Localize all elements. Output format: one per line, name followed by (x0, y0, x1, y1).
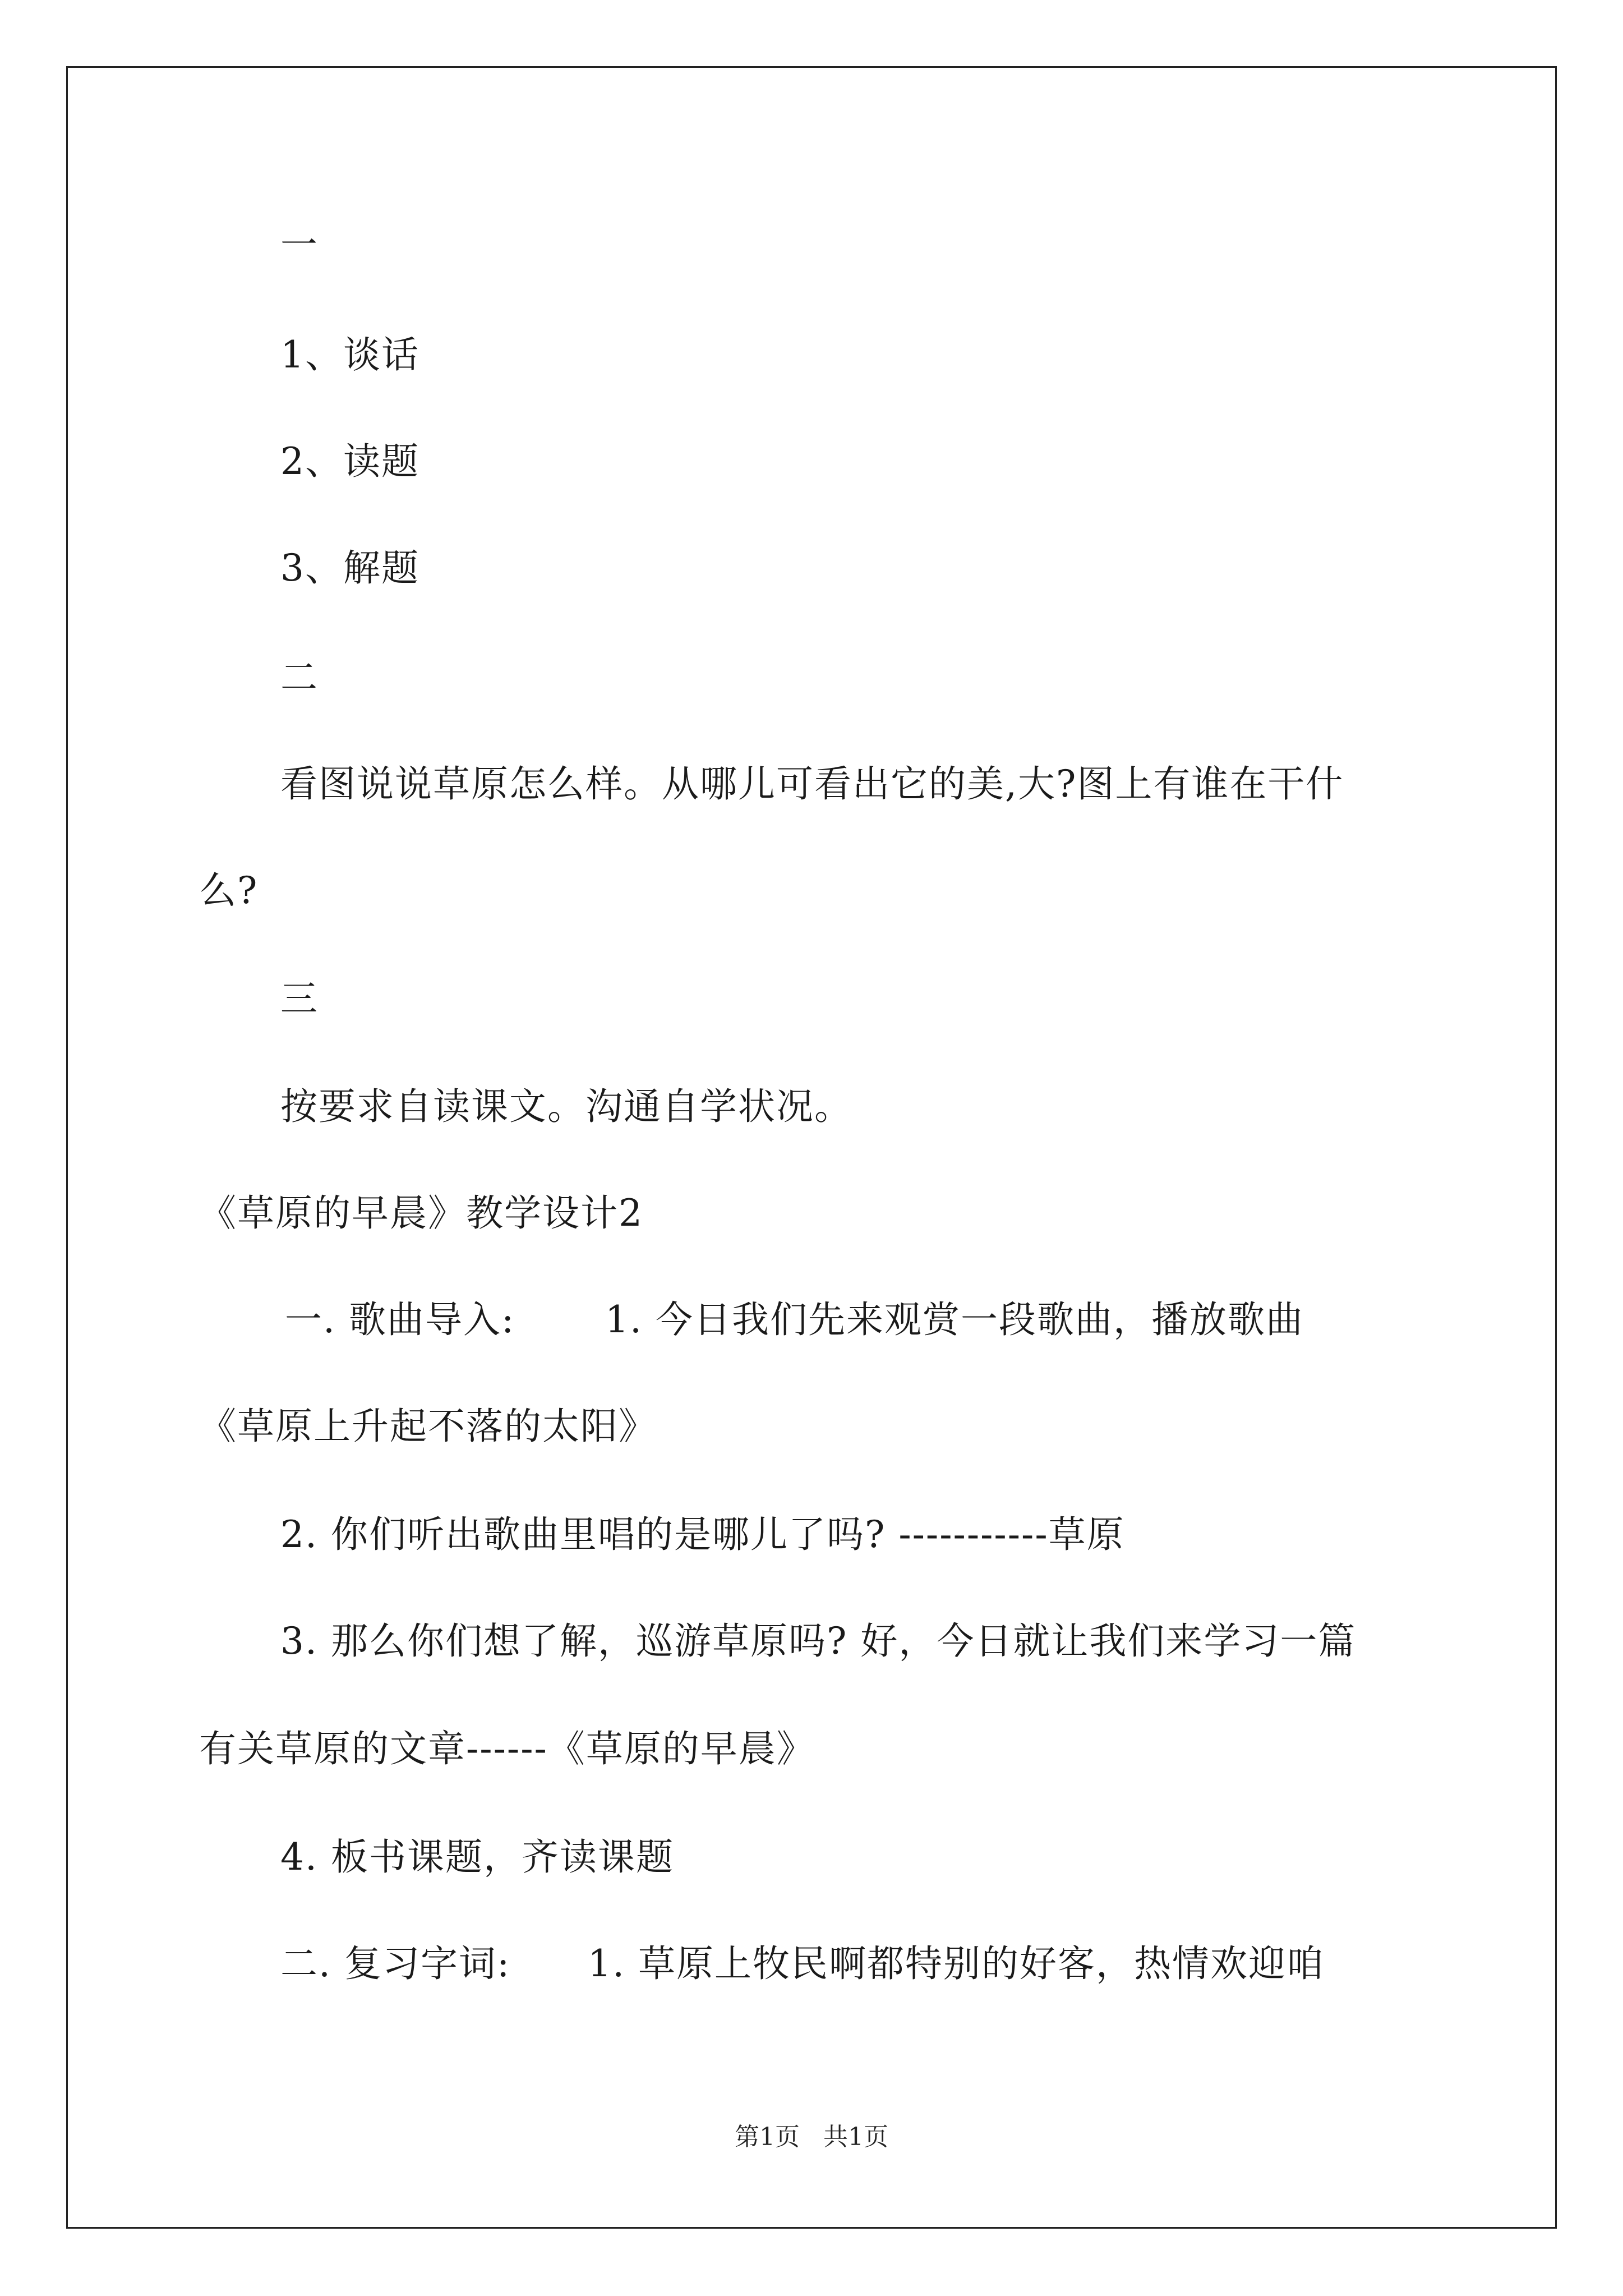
paragraph-line: 看图说说草原怎么样。从哪儿可看出它的美,大?图上有谁在干什 (280, 762, 1344, 806)
paragraph-line: 有关草原的文章------《草原的早晨》 (199, 1727, 815, 1770)
paragraph-line: 《草原上升起不落的太阳》 (199, 1405, 657, 1448)
document-subtitle: 《草原的早晨》教学设计2 (199, 1191, 643, 1235)
page-border (66, 66, 1557, 2229)
section-heading-one: 一 (280, 223, 319, 266)
list-item-read-title: 2、读题 (280, 440, 419, 483)
paragraph-line: 3. 那么你们想了解，巡游草原吗? 好，今日就让我们来学习一篇 (280, 1619, 1357, 1663)
paragraph-line: 按要求自读课文。沟通自学状况。 (280, 1085, 852, 1128)
paragraph-line: 么? (199, 869, 259, 912)
paragraph-line: 2. 你们听出歌曲里唱的是哪儿了吗? -----------草原 (280, 1513, 1125, 1556)
list-item-talk: 1、谈话 (280, 333, 419, 376)
paragraph-line: 一. 歌曲导入: 1. 今日我们先来观赏一段歌曲，播放歌曲 (272, 1298, 1304, 1341)
page-footer: 第1页 共1页 (735, 2123, 888, 2151)
list-item-explain-title: 3、解题 (280, 546, 419, 590)
section-heading-three: 三 (280, 977, 319, 1020)
section-heading-two: 二 (280, 656, 319, 699)
paragraph-line: 二. 复习字词: 1. 草原上牧民啊都特别的好客，热情欢迎咱 (280, 1942, 1325, 1985)
paragraph-line: 4. 板书课题，齐读课题 (280, 1835, 674, 1879)
